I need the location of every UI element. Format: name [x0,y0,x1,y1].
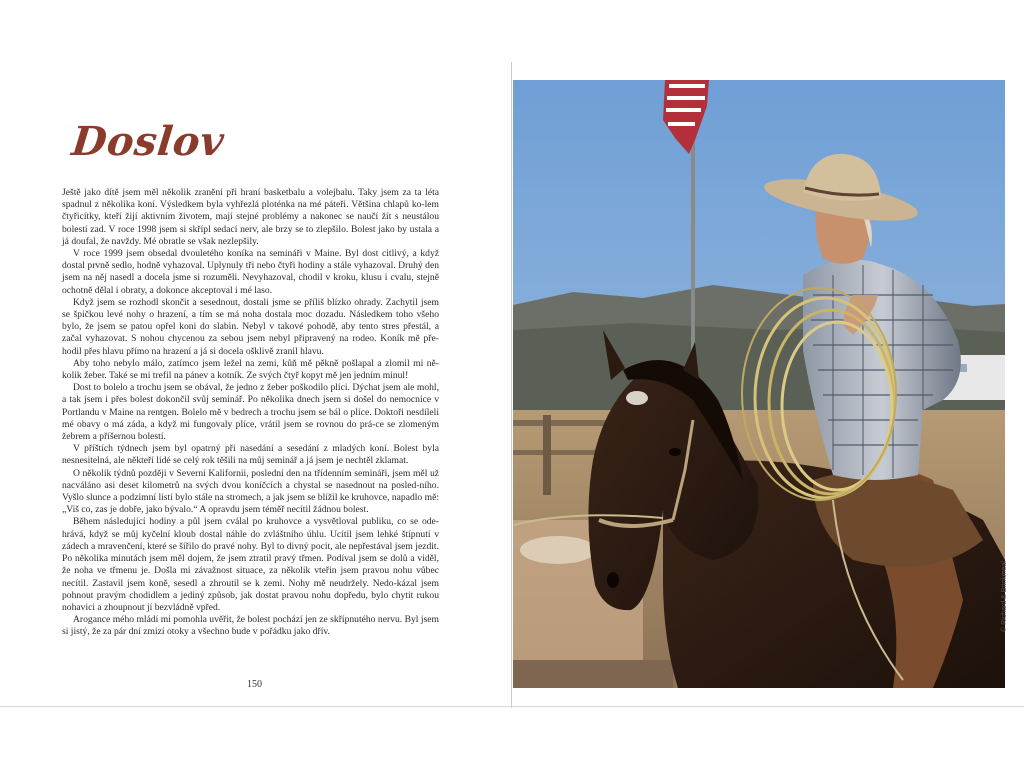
paragraph: V roce 1999 jsem obsedal dvouletého koníka na semináři v Maine. Byl dost citlivý, a když dostal prvně sedlo, hodně vyhazoval. Uplynuly tři nebo čtyři hodiny a stále vyhazoval. Druhý den jsem na něj nasedl a docela jsme si rozuměli. Nevyhazoval, chodil v kroku, klusu i cvalu, stejně ochotně dělal i obraty, a dokonce akceptoval i mé laso. [62,248,439,296]
arena-rail [513,660,673,688]
chapter-title: Doslov [69,118,227,165]
left-page [0,0,511,706]
paragraph: V příštích týdnech jsem byl opatrný při nasedání a sesedání z mladých koní. Bolest byla nesnesitelná, ale někteří lidé se celý rok těšili na můj seminář a já jsem je nechtěl zklamat. [62,443,439,467]
body-text [62,187,439,639]
paragraph: Ještě jako dítě jsem měl několik zranění při hraní basketbalu a volejbalu. Taky jsem za ta léta spadnul z několika koní. Výsledkem byla vyhřezlá ploténka na mé páteři. Většina chlapů ko-lem čtyřicítky, kteří žijí aktivním životem, mají stejné problémy a nakonec se naučí žít s neustálou bolestí zad. V roce 1998 jsem si skřípl sedací nerv, ale brzy se to zlepšilo. Bolest jako by ustala a já doufal, že navždy. Mé obratle se však nezlepšily. [62,187,439,247]
horse-eye [669,448,681,456]
page-gutter [511,62,512,708]
horse-nostril [607,572,619,588]
photo-illustration [513,80,1005,688]
page-bottom-edge [0,706,1024,707]
paragraph: Dost to bolelo a trochu jsem se obával, že jedno z žeber poškodilo plíci. Dýchat jsem ale mohl, a tak jsem i přes bolest dokončil svůj seminář. Po několika dnech jsem si došel do nemocnice v Portlandu v Maine na rentgen. Bolelo mě v bedrech a trochu jsem se bál o plíce. Doktoři nesdíleli mé obavy o má záda, a když mi fungovaly plíce, vrátil jsem se rovnou do prá-ce se zlomeným žebrem a příšernou bolestí. [62,382,439,443]
paragraph: Aby toho nebylo málo, zatímco jsem ležel na zemi, kůň mě pěkně pošlapal a zlomil mi ně-kolik žeber. Také se mi trefil na pánev a kotník. Ze svých čtyř kopyt mě jen jedním minul! [62,357,439,382]
paragraph: Během následující hodiny a půl jsem cválal po kruhovce a vysvětloval publiku, co se ode-hrává, když se můj kyčelní kloub dostal náhle do zvláštního úhlu. Ucítil jsem lehké štípnutí v zádech a mravenčení, které se šířilo do pravé nohy. Byl to divný pocit, ale nepřestával jsem jezdit. Po několika minutách jsem měl dojem, že jsem ztratil pravý třmen. Podíval jsem se dolů a viděl, že noha ve třmenu je. Došla mi závažnost situace, za několik vteřin jsem pravou nohu vůbec necítil. Zastavil jsem koně, sesedl a zhroutil se k zemi. Nohy mě neudržely. Nedo-kázal jsem pohnout pravým chodidlem a jediný způsob, jak dostat pravou nohu dopředu, bylo chytit rukou nohavici a zhoupnout jí bezvládně vpřed. [62,516,439,613]
page-number: 150 [247,679,262,690]
paragraph: O několik týdnů později v Severní Kalifornii, poslední den na třídenním semináři, jsem měl už nacváláno asi deset kilometrů na svých dvou koníčcích a chystal se nasednout na posled-ního. Vyšlo slunce a podzimní listí bylo stále na stromech, a jak jsem se blížil ke kruhovce, napadlo mě: „Viš co, zas je dobře, jako bývalo.“ A opravdu jsem téměř necítil žádnou bolest. [62,467,439,516]
banner-hat [520,536,596,564]
paragraph: Když jsem se rozhodl skončit a sesednout, dostali jsme se příliš blízko ohrady. Zachytil jsem se špičkou levé nohy o hrazení, a tím se má noha dostala moc dozadu. Následkem toho všeho bylo, že jsem se patou opřel koni do slabin. Nebyl v takové pohodě, aby tento stres přestál, a začal vyhazovat. S nohou chycenou za sebou jsem nebyl připravený na rodeo. Koník mě pře-hodil přes hlavu přímo na hrazení a já si docela ošklivě zranil hlavu. [62,296,439,357]
cowboy-on-horse-photo [513,80,1005,688]
brow-ornament [626,391,648,405]
paragraph: Arogance mého mládí mi pomohla uvěřit, že bolest pochází jen ze skřípnutého nervu. Byl jsem si jistý, že za pár dní zmizí otoky a všechno bude v pořádku jako dřív. [62,614,439,638]
photo-credit: © Richard & Brinkmeal [1001,561,1008,632]
fence-post [543,415,551,495]
